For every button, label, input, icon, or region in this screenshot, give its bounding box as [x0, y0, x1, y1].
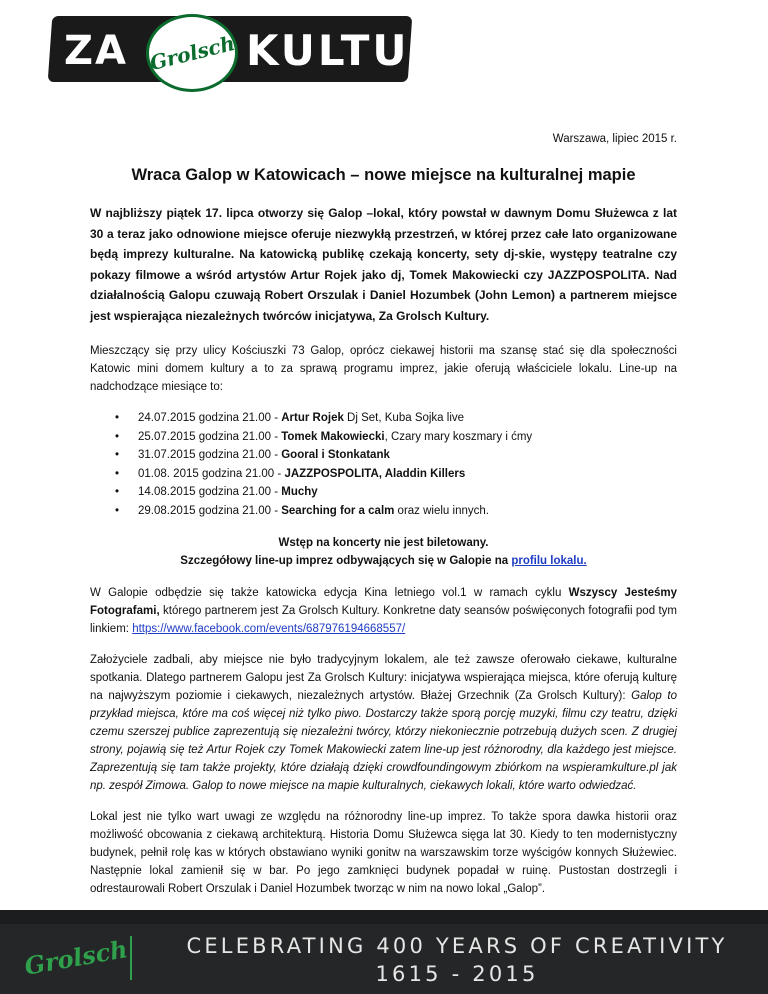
event-list — [90, 409, 677, 520]
footer-banner — [0, 910, 768, 994]
list-item: • 14.08.2015 godzina 21.00 - Muchy — [138, 483, 677, 502]
list-item: • 31.07.2015 godzina 21.00 - Gooral i Stonkatank — [138, 446, 677, 465]
footer-years: 1615 - 2015 — [375, 962, 539, 986]
header-banner — [0, 0, 768, 96]
lead-paragraph: W najbliższy piątek 17. lipca otworzy się Galop –lokal, który powstał w dawnym Domu Służewca z lat 30 a teraz jako odnowione miejsce oferuje niezwykłą przestrzeń, w której przez całe lato organizowane będą imprezy kulturalne. Na katowicką publikę czekają koncerty, sety dj-skie, występy teatralne czy pokazy filmowe a wśród artystów Artur Rojek jako dj, Tomek Makowiecki czy JAZZPOSPOLITA. Nad działalnością Galopu czuwają Robert Orszulak i Daniel Hozumbek (John Lemon) a partnerem miejsce jest wspierająca niezależnych twórców inicjatywa, Za Grolsch Kultury. — [90, 206, 677, 323]
footer-tagline: CELEBRATING 400 YEARS OF CREATIVITY — [186, 934, 728, 958]
cinema-paragraph: W Galopie odbędzie się także katowicka edycja Kina letniego vol.1 w ramach cyklu Wszyscy Jesteśmy Fotografami, którego partnerem jest Za Grolsch Kultury. Konkretne daty seansów poświęconych fotografii pod tym linkiem: https://www.facebook.com/events/687976194668557/ — [90, 587, 677, 635]
founders-paragraph: Założyciele zadbali, aby miejsce nie było tradycyjnym lokalem, ale też zawsze oferowało ciekawe, kulturalne spotkania. Dlatego partnerem Galopu jest Za Grolsch Kultury: inicjatywa wspierająca miejsca, które oferują kulturę na najwyższym poziomie i ciekawych, niezależnych artystów. Błażej Grzechnik (Za Grolsch Kultury): Galop to przykład miejsca, które ma coś więcej niż tylko piwo. Dostarczy także sporą porcję muzyki, filmu czy teatru, dzięki czemu szerszej publice zaprezentują się niezależni twórcy, którzy niekoniecznie potrzebują dużych scen. Z drugiej strony, pojawią się też Artur Rojek czy Tomek Makowiecki zatem line-up jest różnorodny, dla każdego jest miejsce. Zaprezentują się tam także projekty, które działają dzięki crowdfoundingowym zbiórkom na wspieramkulture.pl jak np. zespół Zimowa. Galop to nowe miejsce na mapie kulturalnych, ciekawych lokali, które warto odwiedzać. — [90, 654, 677, 792]
za-grolsch-kultury-logo — [50, 10, 476, 90]
ticket-notice: Wstęp na koncerty nie jest biletowany. — [278, 537, 489, 549]
grolsch-logo-icon: Grolsch — [22, 933, 130, 981]
footer-stripe — [0, 910, 768, 924]
list-item: • 25.07.2015 godzina 21.00 - Tomek Makowiecki, Czary mary koszmary i ćmy — [138, 428, 677, 447]
dateline: Warszawa, lipiec 2015 r. — [552, 133, 677, 145]
list-item: • 24.07.2015 godzina 21.00 - Artur Rojek Dj Set, Kuba Sojka live — [138, 409, 677, 428]
list-item: • 29.08.2015 godzina 21.00 - Searching for a calm oraz wielu innych. — [138, 502, 677, 521]
venue-profile-link[interactable]: profilu lokalu. — [511, 555, 587, 567]
list-item: • 01.08. 2015 godzina 21.00 - JAZZPOSPOLITA, Aladdin Killers — [138, 465, 677, 484]
intro-paragraph: Mieszczący się przy ulicy Kościuszki 73 Galop, oprócz ciekawej historii ma szansę stać się dla społeczności Katowic mini domem kultury a to za sprawą programu imprez, jakie oferują właściciele lokalu. Line-up na nadchodzące miesiące to: — [90, 345, 677, 393]
lineup-notice: Szczegółowy line-up imprez odbywających się w Galopie na profilu lokalu. — [180, 555, 587, 567]
logo-text-za: ZA — [64, 28, 128, 74]
page-title: Wraca Galop w Katowicach – nowe miejsce na kulturalnej mapie — [131, 166, 636, 184]
grolsch-badge-icon — [146, 14, 238, 92]
history-paragraph: Lokal jest nie tylko wart uwagi ze względu na różnorodny line-up imprez. To także spora dawka historii oraz możliwość obcowania z ciekawą architekturą. Historia Domu Służewca sięga lat 30. Kiedy to ten modernistyczny budynek, pełnił rolę kas w których obstawiano wyniki gonitw na warszawskim torze wyścigów konnych Służewiec. Następnie lokal zamienił się w bar. Po jego zamknięci budynek popadał w ruinę. Pustostan dostrzegli i odrestaurowali Robert Orszulak i Daniel Hozumbek tworząc w nim na nowo lokal „Galop”. — [90, 811, 677, 895]
facebook-event-link[interactable]: https://www.facebook.com/events/687976194668557/ — [132, 623, 406, 635]
document-body — [90, 130, 677, 911]
footer-divider — [130, 936, 132, 980]
quote: Galop to przykład miejsca, które ma coś więcej niż tylko piwo. Dostarczy także sporą porcję muzyki, filmu czy teatru, dzięki czemu szerszej publice zaprezentują się niezależni twórcy, którzy niekoniecznie potrzebują dużych scen. Z drugiej strony, pojawią się też Artur Rojek czy Tomek Makowiecki zatem line-up jest różnorodny, dla każdego jest miejsce. Zaprezentują się tam także projekty, które działają dzięki crowdfoundingowym zbiórkom na wspieramkulture.pl jak np. zespół Zimowa. Galop to nowe miejsce na mapie kulturalnych, ciekawych lokali, które warto odwiedzać. — [90, 690, 677, 792]
logo-text-kultury: KULTURY — [246, 26, 476, 75]
logo-badge-text: Grolsch — [147, 30, 237, 76]
